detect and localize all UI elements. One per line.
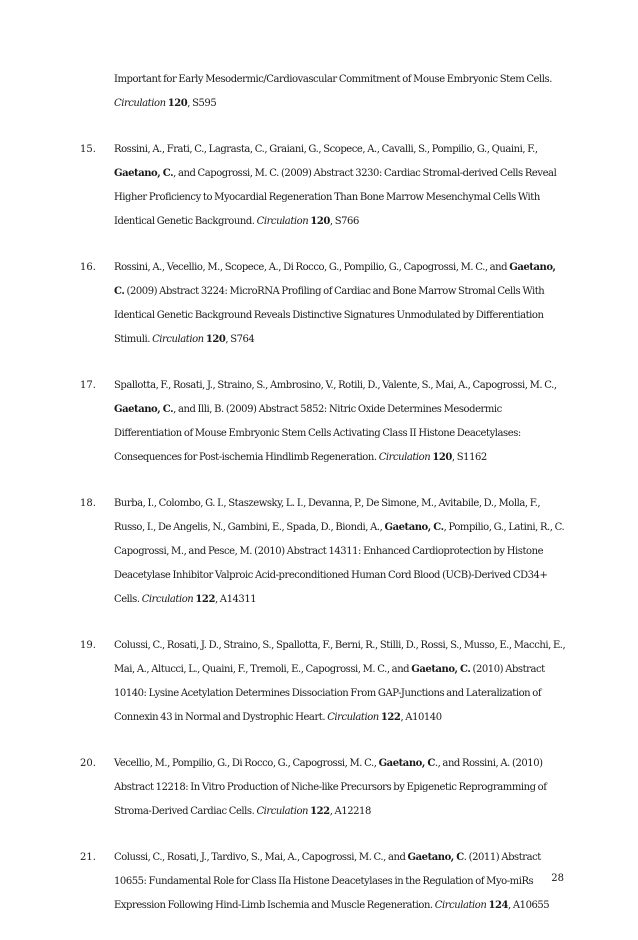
reference-bold-text: 120 [205, 334, 226, 345]
reference-text-segment: , S764 [225, 334, 255, 345]
reference-text-segment: , A10655 [508, 900, 550, 911]
reference-text-segment: , A12218 [329, 806, 371, 817]
reference-number: 18. [80, 498, 96, 509]
reference-number: 20. [80, 758, 96, 769]
reference-text-segment: Important for Early Mesodermic/Cardiovascular Commitment of Mouse Embryonic Stem Cells. [114, 74, 552, 85]
reference-text-segment: , Pompilio, G., Latini, R., C. Capogrossi, M., and Pesce, M. (2010) Abstract 14311: Enhanced Cardioprotection by Histone Deacetylase Inhibitor Valproic Acid-preconditioned Human Cord Blood (UCB)-Derived CD34+ Cells. [114, 522, 565, 605]
reference-journal-name: Circulation [378, 452, 431, 463]
reference-text-segment: (2009) Abstract 3224: MicroRNA Profiling of Cardiac and Bone Marrow Stromal Cells With Identical Genetic Background Reveals Distinctive Signatures Unmodulated by Differentiation Stimuli. [114, 286, 545, 345]
reference-text [114, 752, 566, 824]
reference-journal-name: Circulation [327, 712, 379, 723]
reference-text-segment: , S766 [329, 216, 359, 227]
reference-item [0, 492, 638, 612]
reference-bold-text: Gaetano, C. [114, 168, 174, 179]
reference-list [0, 68, 638, 940]
reference-text-segment: , and Capogrossi, M. C. (2009) Abstract 3230: Cardiac Stromal-derived Cells Reveal Higher Proficiency to Myocardial Regeneration Than Bone Marrow Mesenchymal Cells With Identical Genetic Background. [114, 168, 557, 227]
reference-bold-text: 122 [195, 594, 215, 605]
reference-text-segment: , and Illi, B. (2009) Abstract 5852: Nitric Oxide Determines Mesodermic Differentiation of Mouse Embryonic Stem Cells Activating Class II Histone Deacetylases: Consequences for Post-ischemia Hindlimb Regeneration. [114, 404, 521, 463]
reference-bold-text: 122 [310, 806, 330, 817]
reference-text [114, 256, 566, 352]
reference-bold-text: 124 [488, 900, 509, 911]
reference-journal-name: Circulation [114, 98, 166, 109]
reference-text [114, 492, 566, 612]
reference-text-segment: , A14311 [214, 594, 257, 605]
reference-item [0, 256, 638, 352]
reference-journal-name: Circulation [256, 216, 309, 227]
reference-number: 19. [80, 640, 96, 651]
reference-item [0, 752, 638, 824]
reference-text-segment: , A10140 [400, 712, 442, 723]
reference-text-segment: Rossini, A., Frati, C., Lagrasta, C., Graiani, G., Scopece, A., Cavalli, S., Pompilio, G., Quaini, F., [114, 144, 538, 155]
reference-bold-text: Gaetano, C [407, 852, 464, 863]
reference-journal-name: Circulation [256, 806, 309, 817]
reference-text [114, 138, 566, 234]
reference-bold-text: 120 [432, 452, 452, 463]
reference-text [114, 68, 566, 116]
reference-text-segment: ., and Rossini, A. (2010) Abstract 12218: In Vitro Production of Niche-like Precursors by Epigenetic Reprogramming of Stroma-Derived Cardiac Cells. [114, 758, 547, 817]
reference-journal-name: Circulation [152, 334, 204, 345]
reference-number: 16. [80, 262, 96, 273]
reference-bold-text: Gaetano, C. [114, 262, 556, 297]
reference-bold-text: 120 [310, 216, 330, 227]
reference-number: 17. [80, 380, 96, 391]
page-number: 28 [551, 873, 564, 884]
reference-bold-text: Gaetano, C. [114, 404, 174, 415]
reference-text [114, 846, 566, 918]
reference-text [114, 374, 566, 470]
reference-text-segment: (2010) Abstract 10140: Lysine Acetylation Determines Dissociation From GAP-Junctions and Lateralization of Connexin 43 in Normal and Dystrophic Heart. [114, 664, 545, 723]
reference-journal-name: Circulation [434, 900, 487, 911]
reference-text-segment: . (2011) Abstract 10655: Fundamental Role for Class IIa Histone Deacetylases in the Regulation of Myo-miRs Expression Following Hind-Limb Ischemia and Muscle Regeneration. [114, 852, 541, 911]
reference-text-segment: Spallotta, F., Rosati, J., Straino, S., Ambrosino, V., Rotili, D., Valente, S., Mai, A., Capogrossi, M. C., [114, 380, 557, 391]
reference-text [114, 634, 566, 730]
reference-text-segment: Vecellio, M., Pompilio, G., Di Rocco, G., Capogrossi, M. C., [114, 758, 379, 769]
reference-text-segment: Colussi, C., Rosati, J. D., Straino, S., Spallotta, F., Berni, R., Stilli, D., Rossi, S., Musso, E., Macchi, E., Mai, A., Altucci, L., Quaini, F., Tremoli, E., Capogrossi, M. C., and [114, 640, 566, 675]
reference-item [0, 634, 638, 730]
reference-text-segment: , S595 [187, 98, 217, 109]
reference-text-segment: Colussi, C., Rosati, J., Tardivo, S., Mai, A., Capogrossi, M. C., and [114, 852, 408, 863]
reference-text-segment: , S1162 [451, 452, 487, 463]
reference-item [0, 846, 638, 918]
reference-item [0, 374, 638, 470]
reference-bold-text: Gaetano, C [378, 758, 435, 769]
reference-bold-text: Gaetano, C. [384, 522, 444, 533]
reference-item [0, 68, 638, 116]
reference-number: 21. [80, 852, 96, 863]
reference-bold-text: 120 [167, 98, 188, 109]
reference-journal-name: Circulation [141, 594, 194, 605]
reference-bold-text: Gaetano, C. [411, 664, 471, 675]
reference-text-segment: Rossini, A., Vecellio, M., Scopece, A., Di Rocco, G., Pompilio, G., Capogrossi, M. C., and [114, 262, 510, 273]
reference-number: 15. [80, 144, 96, 155]
reference-text-segment: Burba, I., Colombo, G. I., Staszewsky, L. I., Devanna, P., De Simone, M., Avitabile, D., Molla, F., Russo, I., De Angelis, N., Gambini, E., Spada, D., Biondi, A., [114, 498, 541, 533]
reference-bold-text: 122 [380, 712, 401, 723]
reference-item [0, 138, 638, 234]
